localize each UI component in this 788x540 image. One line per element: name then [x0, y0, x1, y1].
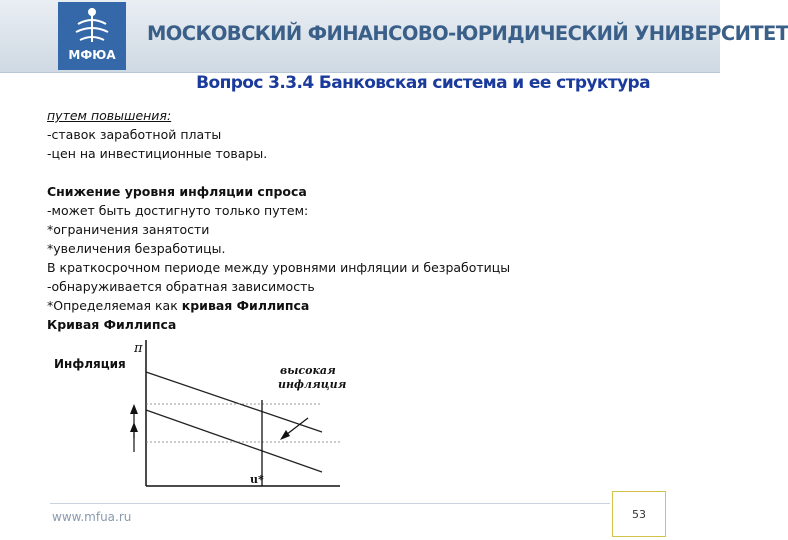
text-line-8: В краткосрочном периоде между уровнями инфляции и безработицы — [47, 260, 511, 275]
text-line-6: *ограничения занятости — [47, 222, 210, 237]
phillips-caption: Кривая Филлипса — [47, 317, 177, 332]
emblem-icon — [58, 2, 126, 48]
university-logo — [58, 2, 126, 70]
curve-label-line2: инфляция — [278, 378, 347, 391]
text-line-10 — [47, 298, 309, 313]
phillips-curve-diagram — [50, 334, 347, 490]
text-line-3: -цен на инвестиционные товары. — [47, 146, 268, 161]
page-number-box — [612, 491, 666, 537]
definition-text: *Определяемая как — [47, 298, 182, 313]
footer-divider — [50, 503, 610, 504]
phillips-term: кривая Филлипса — [181, 298, 310, 313]
curve-label-line1: высокая — [280, 364, 336, 377]
y-axis-label: Инфляция — [54, 357, 126, 371]
university-title: МОСКОВСКИЙ ФИНАНСОВО-ЮРИДИЧЕСКИЙ УНИВЕРСИТЕТ — [147, 22, 788, 45]
page-number: 53 — [632, 508, 646, 521]
logo-text: МФЮА — [68, 48, 116, 62]
header-banner — [0, 0, 788, 73]
footer-url[interactable]: www.mfua.ru — [52, 510, 132, 524]
subheading-inflation: Снижение уровня инфляции спроса — [47, 184, 307, 199]
text-line-7: *увеличения безработицы. — [47, 241, 226, 256]
text-line-2: -ставок заработной платы — [47, 127, 222, 142]
text-line-1: путем повышения: — [47, 108, 172, 123]
slide-title: Вопрос 3.3.4 Банковская система и ее структура — [196, 73, 650, 93]
text-line-9: -обнаруживается обратная зависимость — [47, 279, 315, 294]
pi-label: π — [134, 341, 143, 356]
text-line-5: -может быть достигнуто только путем: — [47, 203, 309, 218]
x-axis-label: u* — [250, 473, 264, 486]
